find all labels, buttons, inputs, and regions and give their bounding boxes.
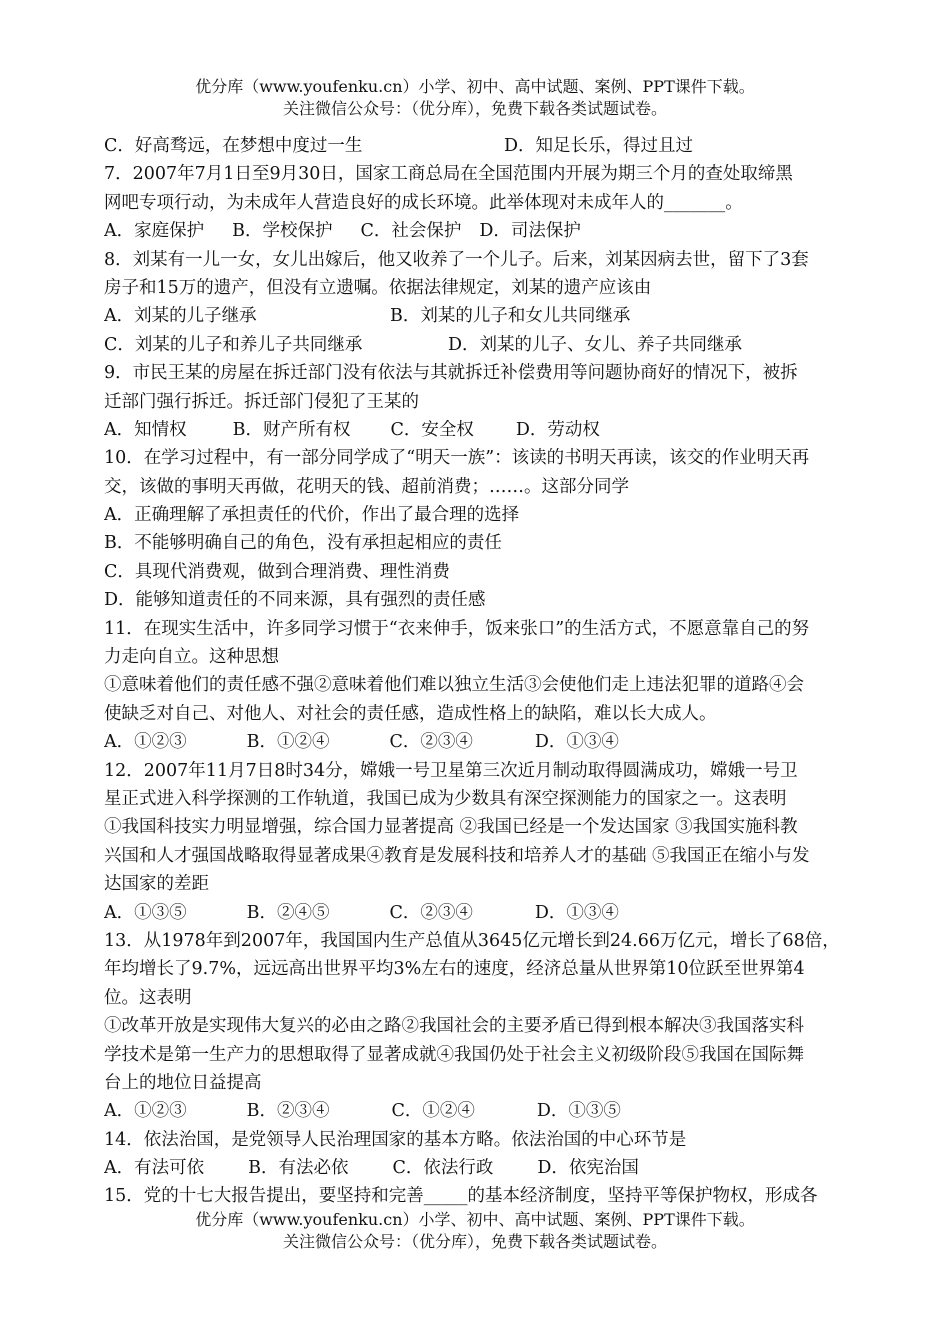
- q12-option-d: D．①③④: [534, 902, 619, 923]
- q14-option-b: B．有法必依: [248, 1158, 349, 1179]
- q11-option-d: D．①③④: [534, 732, 619, 753]
- question-10-line-2: 交，该做的事明天再做，花明天的钱、超前消费；……。这部分同学: [104, 476, 629, 497]
- question-9-line-1: 9．市民王某的房屋在拆迁部门没有依法与其就拆迁补偿费用等问题协商好的情况下，被拆: [104, 363, 798, 384]
- question-15-line-1: 15．党的十七大报告提出，要坚持和完善_____的基本经济制度，坚持平等保护物权，形成各: [104, 1186, 818, 1207]
- header-line-1: 优分库（www.youfenku.cn）小学、初中、高中试题、案例、PPT课件下载。: [195, 77, 755, 96]
- question-13-line-2: 年均增长了9.7%，远远高出世界平均3%左右的速度，经济总量从世界第10位跃至世界第4: [104, 959, 805, 980]
- question-12-line-4: 兴国和人才强国战略取得显著成果④教育是发展科技和培养人才的基础 ⑤我国正在缩小与发: [104, 845, 810, 866]
- q14-option-d: D．依宪治国: [537, 1158, 639, 1179]
- q8-option-a: A．刘某的儿子继承: [104, 306, 257, 327]
- page-header: [0, 76, 950, 120]
- question-8-line-1: 8．刘某有一儿一女，女儿出嫁后，他又收养了一个儿子。后来，刘某因病去世，留下了3套: [104, 249, 809, 270]
- q14-option-c: C．依法行政: [392, 1158, 494, 1179]
- question-10-line-1: 10．在学习过程中，有一部分同学成了“明天一族”：该读的书明天再读，该交的作业明天再: [104, 448, 810, 469]
- question-7-line-2: 网吧专项行动，为未成年人营造良好的成长环境。此举体现对未成年人的_______。: [104, 192, 743, 213]
- q7-option-d: D．司法保护: [479, 221, 581, 242]
- q13-option-d: D．①③⑤: [536, 1101, 621, 1122]
- question-12-options: [104, 899, 884, 927]
- footer-line-1: 优分库（www.youfenku.cn）小学、初中、高中试题、案例、PPT课件下载。: [195, 1210, 755, 1229]
- q13-option-c: C．①②④: [391, 1101, 475, 1122]
- q8-option-d: D．刘某的儿子、女儿、养子共同继承: [448, 334, 743, 355]
- question-12-line-1: 12．2007年11月7日8时34分，嫦娥一号卫星第三次近月制动取得圆满成功，嫦娥一号卫: [104, 760, 798, 781]
- q10-option-a: A．正确理解了承担责任的代价，作出了最合理的选择: [104, 505, 520, 526]
- question-14-line-1: 14．依法治国，是党领导人民治理国家的基本方略。依法治国的中心环节是: [104, 1129, 687, 1150]
- q14-option-a: A．有法可依: [104, 1158, 205, 1179]
- page-footer: [0, 1209, 950, 1253]
- q6-option-d: D．知足长乐，得过且过: [504, 136, 694, 156]
- question-13-line-3: 位。这表明: [104, 987, 192, 1008]
- q10-option-b: B．不能够明确自己的角色，没有承担起相应的责任: [104, 533, 502, 554]
- q9-option-a: A．知情权: [104, 419, 187, 440]
- q10-option-d: D．能够知道责任的不同来源，具有强烈的责任感: [104, 590, 486, 611]
- question-14-options: [104, 1154, 884, 1182]
- question-8-options-cd: [104, 331, 884, 359]
- q9-option-c: C．安全权: [390, 419, 474, 440]
- q9-option-d: D．劳动权: [515, 419, 600, 440]
- q10-option-c: C．具现代消费观，做到合理消费、理性消费: [104, 561, 450, 582]
- question-12-line-2: 星正式进入科学探测的工作轨道，我国已成为少数具有深空探测能力的国家之一。这表明: [104, 788, 787, 809]
- question-7-line-1: 7．2007年7月1日至9月30日，国家工商总局在全国范围内开展为期三个月的查处取缔黑: [104, 164, 793, 185]
- q6-option-c: C．好高骛远，在梦想中度过一生: [104, 136, 363, 156]
- question-7-options: [104, 217, 884, 245]
- q7-option-b: B．学校保护: [232, 221, 333, 242]
- q11-option-a: A．①②③: [104, 732, 187, 753]
- header-line-2: 关注微信公众号：（优分库），免费下载各类试题试卷。: [282, 99, 667, 118]
- q11-option-b: B．①②④: [246, 732, 330, 753]
- question-13-line-6: 台上的地位日益提高: [104, 1072, 262, 1093]
- q13-option-b: B．②③④: [246, 1101, 330, 1122]
- question-12-line-5: 达国家的差距: [104, 874, 209, 895]
- question-13-line-5: 学技术是第一生产力的思想取得了显著成就④我国仍处于社会主义初级阶段⑤我国在国际舞: [104, 1044, 804, 1065]
- question-12-line-3: ①我国科技实力明显增强，综合国力显著提高 ②我国已经是一个发达国家 ③我国实施科教: [104, 817, 798, 838]
- q12-option-a: A．①③⑤: [104, 902, 187, 923]
- q11-option-c: C．②③④: [389, 732, 473, 753]
- question-11-line-4: 使缺乏对自己、对他人、对社会的责任感，造成性格上的缺陷，难以长大成人。: [104, 703, 717, 724]
- question-8-line-2: 房子和15万的遗产，但没有立遗嘱。依据法律规定，刘某的遗产应该由: [104, 277, 652, 298]
- q7-option-c: C．社会保护: [360, 221, 462, 242]
- exam-content: [104, 132, 884, 1211]
- question-13-options: [104, 1097, 884, 1125]
- question-13-line-4: ①改革开放是实现伟大复兴的必由之路②我国社会的主要矛盾已得到根本解决③我国落实科: [104, 1016, 804, 1037]
- question-6-options-cd: [104, 132, 884, 160]
- q12-option-b: B．②④⑤: [246, 902, 330, 923]
- footer-line-2: 关注微信公众号：（优分库），免费下载各类试题试卷。: [282, 1232, 667, 1251]
- q12-option-c: C．②③④: [389, 902, 473, 923]
- question-11-options: [104, 728, 884, 756]
- question-11-line-2: 力走向自立。这种思想: [104, 647, 279, 668]
- q8-option-b: B．刘某的儿子和女儿共同继承: [390, 306, 631, 327]
- q9-option-b: B．财产所有权: [232, 419, 351, 440]
- q7-option-a: A．家庭保护: [104, 221, 205, 242]
- question-11-line-1: 11．在现实生活中，许多同学习惯于“衣来伸手，饭来张口”的生活方式，不愿意靠自己的努: [104, 618, 810, 639]
- q8-option-c: C．刘某的儿子和养儿子共同继承: [104, 334, 363, 355]
- question-11-line-3: ①意味着他们的责任感不强②意味着他们难以独立生活③会使他们走上违法犯罪的道路④会: [104, 675, 804, 696]
- question-9-options: [104, 416, 884, 444]
- question-8-options-ab: [104, 302, 884, 330]
- q13-option-a: A．①②③: [104, 1101, 187, 1122]
- question-13-line-1: 13．从1978年到2007年，我国国内生产总值从3645亿元增长到24.66万亿元，增长了68倍，: [104, 930, 840, 951]
- question-9-line-2: 迁部门强行拆迁。拆迁部门侵犯了王某的: [104, 391, 419, 412]
